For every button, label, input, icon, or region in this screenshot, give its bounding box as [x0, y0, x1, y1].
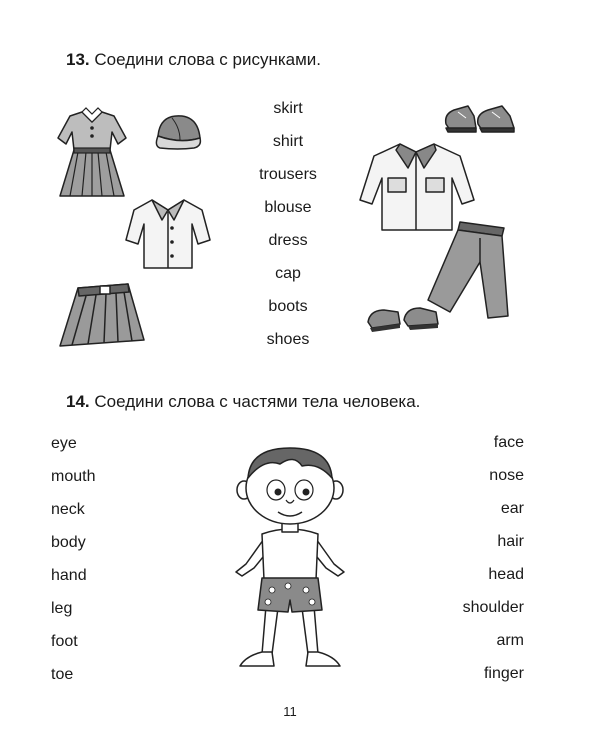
- word-shoes[interactable]: shoes: [266, 331, 310, 348]
- word-trousers[interactable]: trousers: [259, 166, 317, 183]
- word-arm[interactable]: arm: [496, 632, 524, 649]
- task-13-title: [66, 50, 321, 70]
- word-hand[interactable]: hand: [51, 567, 87, 584]
- word-eye[interactable]: eye: [51, 435, 77, 452]
- word-cap[interactable]: cap: [275, 265, 301, 282]
- cap-icon[interactable]: [150, 110, 206, 160]
- word-shoulder[interactable]: shoulder: [462, 599, 524, 616]
- word-shirt[interactable]: shirt: [272, 133, 304, 150]
- word-body[interactable]: body: [51, 534, 86, 551]
- word-foot[interactable]: foot: [51, 633, 78, 650]
- task-14-text: Соедини слова с частями тела человека.: [94, 392, 421, 411]
- task-13-number: 13.: [66, 50, 90, 69]
- word-blouse[interactable]: blouse: [264, 199, 312, 216]
- word-toe[interactable]: toe: [51, 666, 74, 683]
- word-neck[interactable]: neck: [51, 501, 85, 518]
- page-number: 11: [283, 704, 297, 719]
- shoes-icon[interactable]: [364, 298, 442, 338]
- word-face[interactable]: face: [493, 434, 524, 451]
- boots-icon[interactable]: [440, 98, 520, 140]
- word-head[interactable]: head: [488, 566, 524, 583]
- word-leg[interactable]: leg: [51, 600, 73, 617]
- skirt-icon[interactable]: [56, 276, 148, 352]
- blouse-icon[interactable]: [122, 190, 214, 276]
- dress-icon[interactable]: [52, 104, 132, 204]
- boy-illustration[interactable]: [222, 440, 358, 678]
- task-14-title: [66, 392, 420, 412]
- word-hair[interactable]: hair: [497, 533, 524, 550]
- word-mouth[interactable]: mouth: [51, 468, 96, 485]
- word-boots[interactable]: boots: [268, 298, 308, 315]
- word-finger[interactable]: finger: [483, 665, 524, 682]
- task-14-number: 14.: [66, 392, 90, 411]
- task-13-text: Соедини слова с рисунками.: [94, 50, 322, 69]
- word-dress[interactable]: dress: [268, 232, 308, 249]
- word-skirt[interactable]: skirt: [273, 100, 303, 117]
- word-nose[interactable]: nose: [489, 467, 524, 484]
- word-ear[interactable]: ear: [500, 500, 524, 517]
